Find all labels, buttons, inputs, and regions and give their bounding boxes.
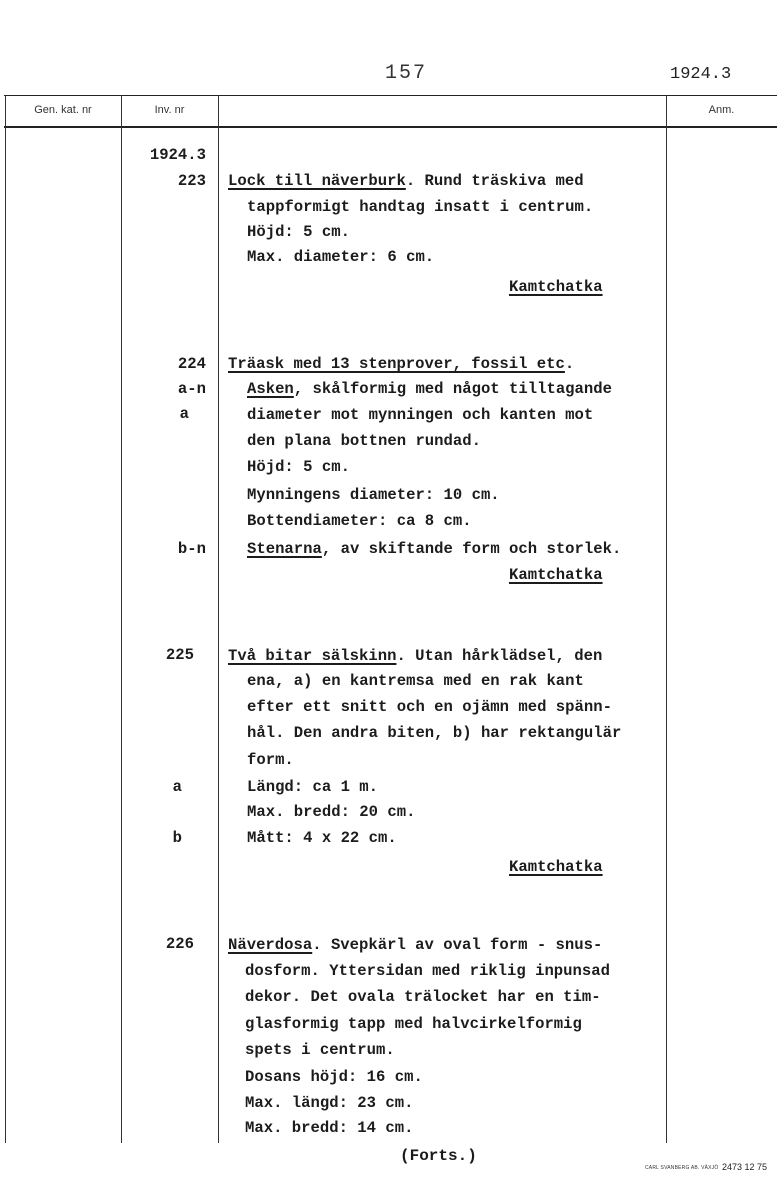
- entry-line: Mått: 4 x 22 cm.: [247, 829, 397, 847]
- page-number: 157: [385, 62, 428, 85]
- inv-number: 226: [165, 935, 194, 953]
- locality: [509, 858, 603, 876]
- entry-line: spets i centrum.: [245, 1041, 395, 1059]
- entry-text: . Utan hårklädsel, den: [396, 647, 603, 665]
- entry-line: [247, 380, 612, 398]
- header-anm: Anm.: [708, 104, 735, 116]
- entry-text: , av skiftande form och storlek.: [321, 540, 622, 558]
- entry-line: Höjd: 5 cm.: [247, 458, 350, 476]
- entry-line: efter ett snitt och en ojämn med spänn-: [247, 698, 612, 716]
- header-gen-kat-nr: Gen. kat. nr: [34, 104, 92, 116]
- entry-title-line: [228, 172, 584, 190]
- entry-line: form.: [247, 751, 294, 769]
- left-border: [5, 95, 6, 1143]
- entry-line: diameter mot mynningen och kanten mot: [247, 406, 594, 424]
- part-head: Asken: [247, 380, 294, 398]
- entry-line: dosform. Yttersidan med riklig inpunsad: [245, 962, 610, 980]
- continued-label: (Forts.): [400, 1147, 477, 1165]
- sub-label: b: [172, 829, 182, 847]
- locality: [509, 278, 603, 296]
- part-head: Stenarna: [247, 540, 322, 558]
- entry-title: Träask med 13 stenprover, fossil etc: [228, 355, 565, 373]
- sub-label: b-n: [177, 540, 206, 558]
- entry-title-line: [228, 936, 602, 954]
- locality: [509, 566, 603, 584]
- entry-line: Max. bredd: 14 cm.: [245, 1119, 414, 1137]
- inv-number: 224: [177, 355, 206, 373]
- entry-line: hål. Den andra biten, b) har rektangulär: [247, 724, 622, 742]
- inv-number: 225: [165, 646, 194, 664]
- inv-number: 223: [177, 172, 206, 190]
- sub-label: a: [179, 405, 189, 423]
- sub-label: a: [172, 778, 182, 796]
- entry-title-line: [228, 355, 574, 373]
- entry-line: [247, 540, 621, 558]
- entry-line: Dosans höjd: 16 cm.: [245, 1068, 423, 1086]
- entry-line: Max. diameter: 6 cm.: [247, 248, 435, 266]
- page-reference: 1924.3: [670, 65, 732, 84]
- entry-title: Lock till näverburk: [228, 172, 406, 190]
- entry-line: Max. bredd: 20 cm.: [247, 803, 416, 821]
- entry-title: Två bitar sälskinn: [228, 647, 397, 665]
- sub-label: a-n: [177, 380, 206, 398]
- entry-line: Höjd: 5 cm.: [247, 223, 350, 241]
- locality-text: Kamtchatka: [509, 278, 603, 296]
- entry-line: Bottendiameter: ca 8 cm.: [247, 512, 472, 530]
- entry-line: dekor. Det ovala trälocket har en tim-: [245, 988, 601, 1006]
- entry-line: den plana bottnen rundad.: [247, 432, 481, 450]
- entry-title-line: [228, 647, 602, 665]
- entry-title: Näverdosa: [228, 936, 313, 954]
- column-divider-1: [121, 95, 122, 1143]
- entry-line: Längd: ca 1 m.: [247, 778, 379, 796]
- printer-mark: CARL SVANBERG AB. VÄXJÖ: [645, 1165, 719, 1171]
- header-bottom-border: [4, 126, 777, 128]
- entry-text: , skålformig med något tilltagande: [293, 380, 612, 398]
- column-divider-2: [218, 95, 219, 1143]
- entry-line: Mynningens diameter: 10 cm.: [247, 486, 500, 504]
- entry-line: tappformigt handtag insatt i centrum.: [247, 198, 594, 216]
- entry-text: . Svepkärl av oval form - snus-: [312, 936, 603, 954]
- entry-line: glasformig tapp med halvcirkelformig: [245, 1015, 582, 1033]
- entry-text: . Rund träskiva med: [405, 172, 584, 190]
- column-divider-3: [666, 95, 667, 1143]
- header-inv-nr: Inv. nr: [154, 104, 185, 116]
- entry-line: Max. längd: 23 cm.: [245, 1094, 414, 1112]
- table-top-border: [4, 95, 777, 96]
- entry-text: .: [564, 355, 575, 373]
- locality-text: Kamtchatka: [509, 858, 603, 876]
- form-number: 2473 12 75: [722, 1162, 768, 1172]
- collection-prefix: 1924.3: [149, 146, 206, 164]
- entry-line: ena, a) en kantremsa med en rak kant: [247, 672, 584, 690]
- locality-text: Kamtchatka: [509, 566, 603, 584]
